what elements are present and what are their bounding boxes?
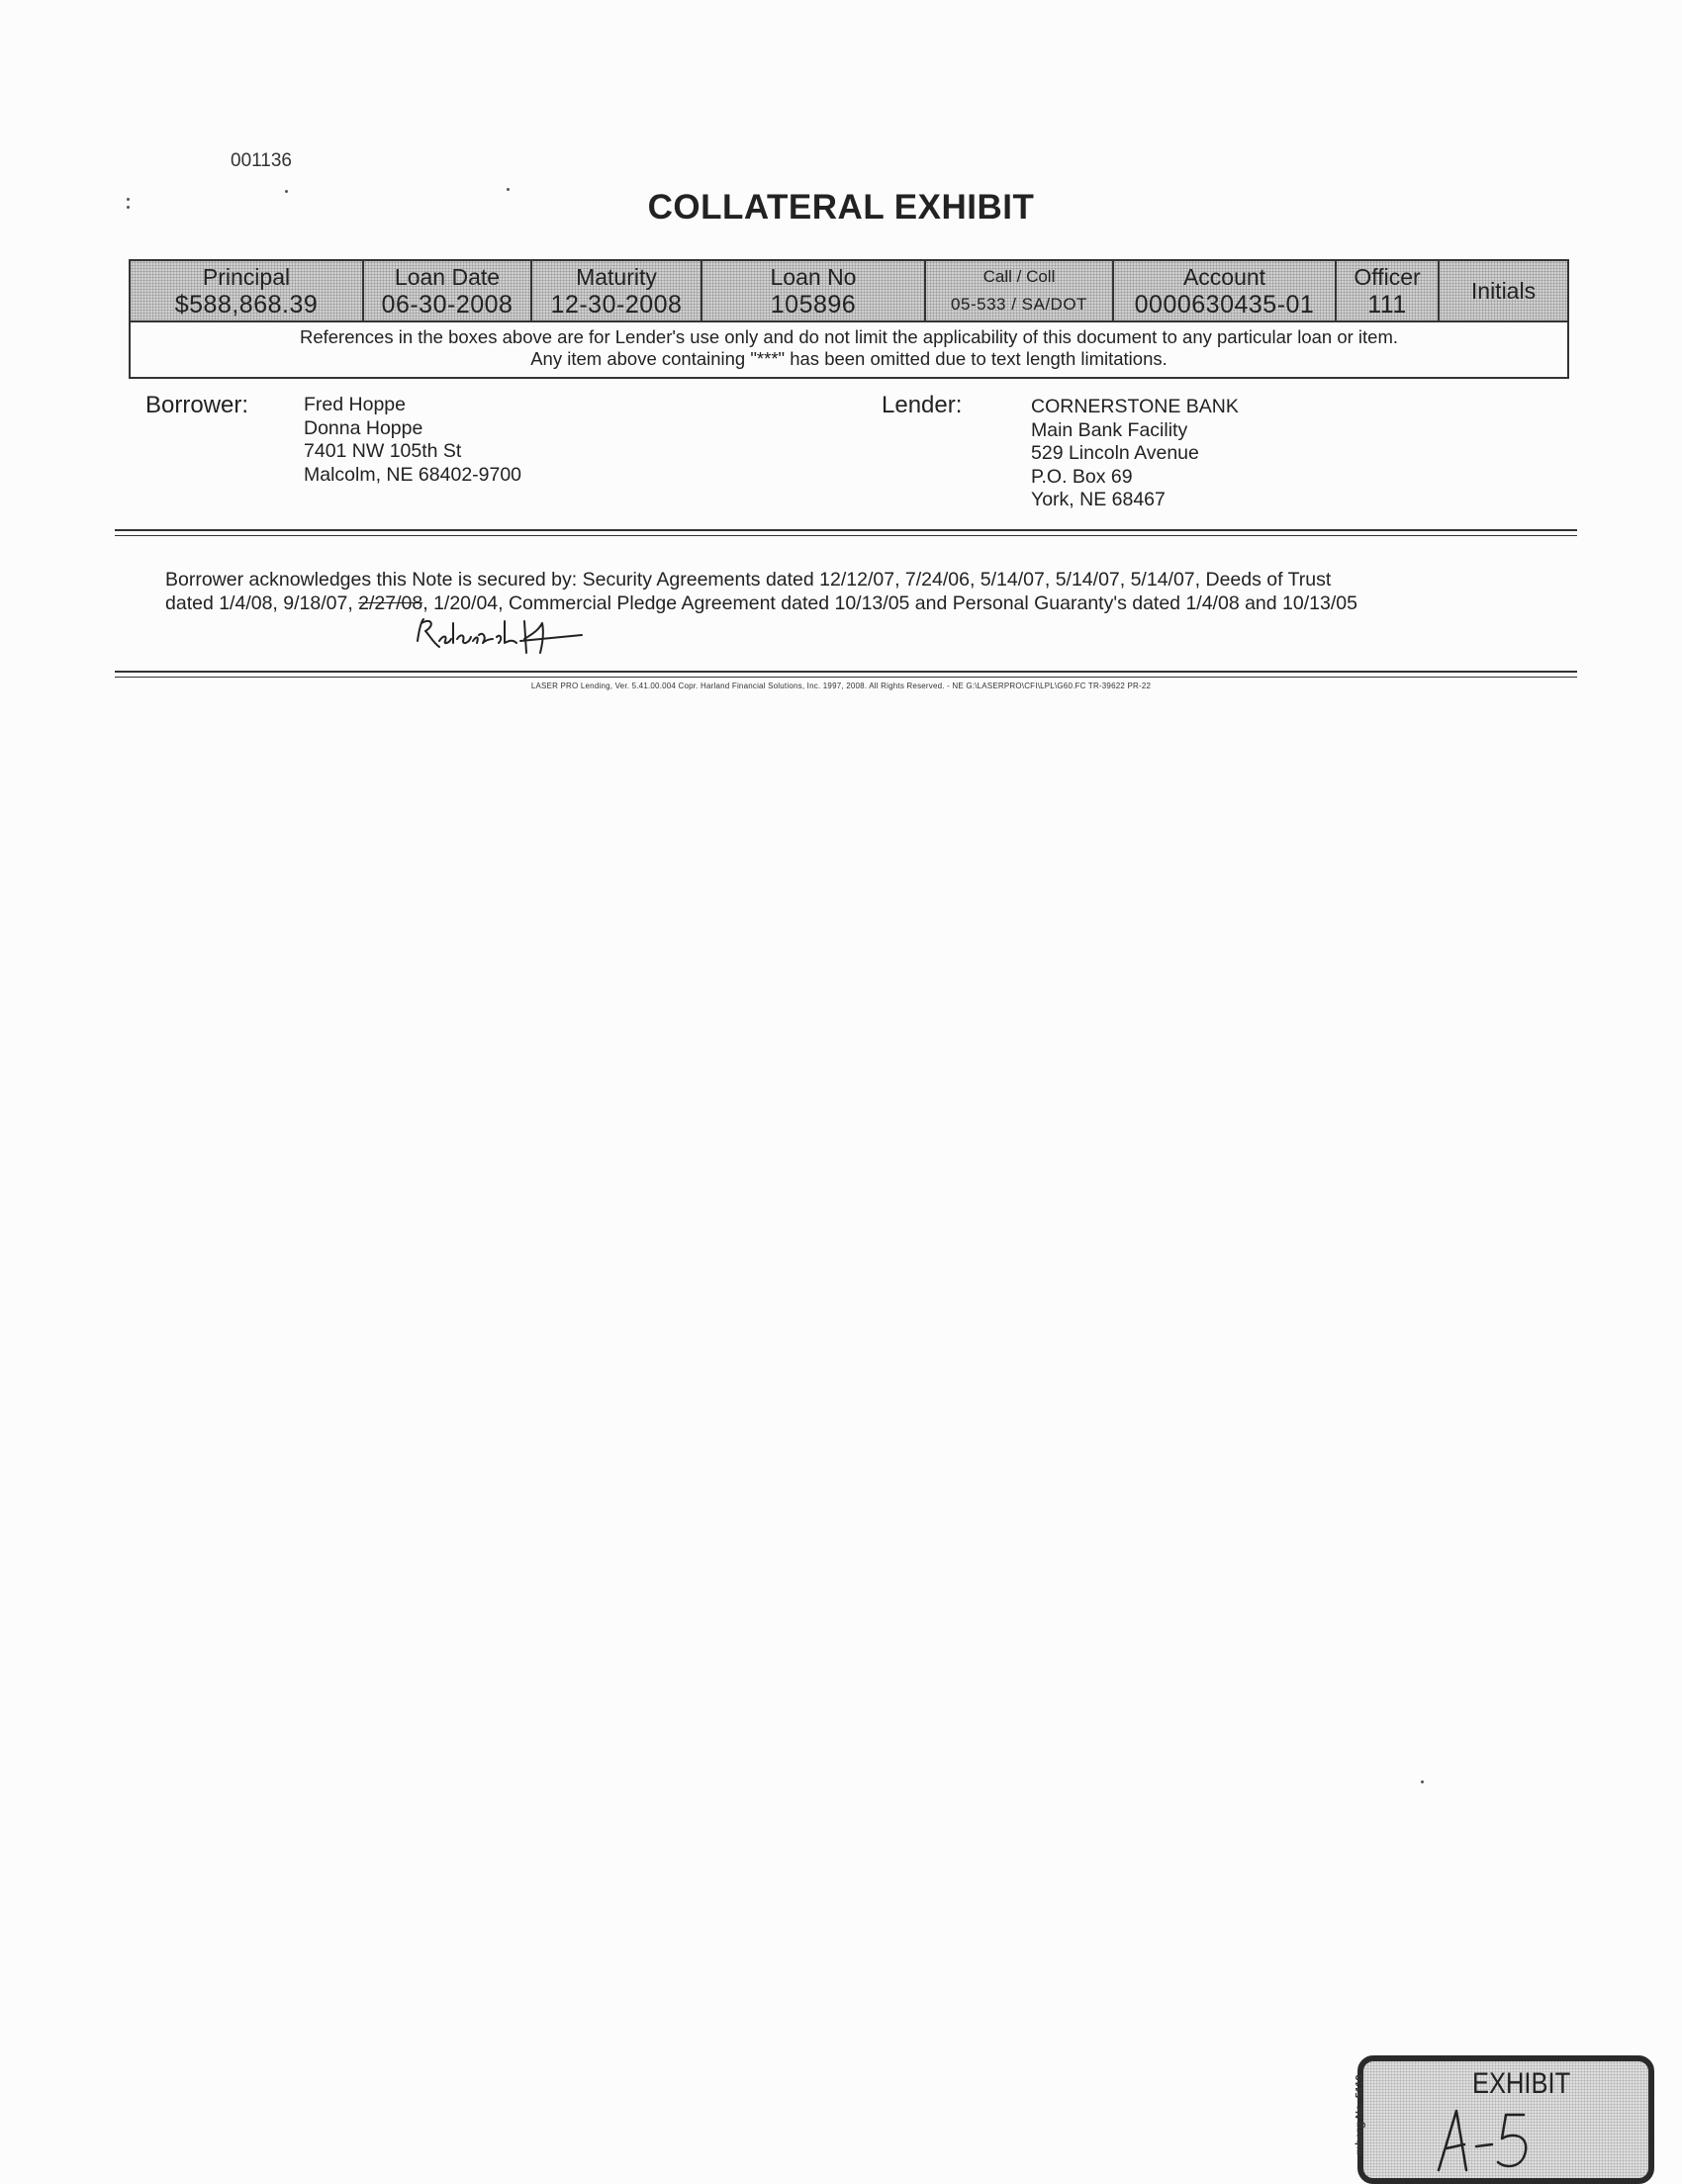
grid-value: 05-533 / SA/DOT (951, 295, 1087, 314)
exhibit-label: EXHIBIT (1472, 2067, 1571, 2100)
grid-label: Loan Date (394, 264, 501, 290)
borrower-address (304, 394, 521, 487)
divider (115, 677, 1577, 678)
lender-address (1031, 396, 1239, 512)
struck-date: 2/27/08 (358, 592, 423, 614)
scan-speck (1421, 1780, 1424, 1783)
footer-text: LASER PRO Lending, Ver. 5.41.00.004 Copr. Harland Financial Solutions, Inc. 1997, 2008. All Rights Reserved. - NE G:\LASERPRO\CFI\LPL\G60.FC TR-39622 PR-22 (530, 682, 1152, 690)
grid-cell-maturity (532, 261, 702, 320)
grid-cell-officer (1337, 261, 1440, 320)
grid-cell-principal (131, 261, 364, 320)
document-number: 001136 (231, 150, 292, 171)
handwriting-stroke (1439, 2111, 1526, 2170)
loan-reference-grid (129, 259, 1569, 322)
grid-label: Loan No (770, 264, 857, 290)
address-line: Main Bank Facility (1031, 418, 1188, 441)
scan-speck (507, 188, 510, 191)
acknowledgment-segment: dated 1/4/08, 9/18/07, (165, 592, 359, 614)
grid-label: Officer (1354, 264, 1421, 290)
acknowledgment-line (165, 592, 1550, 616)
address-line: Fred Hoppe (304, 394, 406, 415)
address-line: P.O. Box 69 (1031, 465, 1133, 488)
grid-value: $588,868.39 (174, 291, 319, 318)
handwritten-exhibit-number (1433, 2101, 1561, 2180)
acknowledgment-line: Borrower acknowledges this Note is secured by: Security Agreements dated 12/12/07, 7/24/06, 5/14/07, 5/14/07, 5/14/07, Deeds of Trust (165, 569, 1332, 591)
address-line: 529 Lincoln Avenue (1031, 442, 1199, 464)
exhibit-sticker (1354, 2055, 1654, 2184)
handwriting-stroke (418, 619, 582, 653)
grid-value: 06-30-2008 (381, 291, 514, 318)
page-title: COLLATERAL EXHIBIT (647, 188, 1035, 227)
grid-label: Call / Coll (982, 267, 1056, 286)
grid-value: 111 (1367, 291, 1407, 318)
grid-value: 0000630435-01 (1134, 291, 1315, 318)
grid-cell-call-coll (926, 261, 1114, 320)
address-line: York, NE 68467 (1031, 489, 1166, 510)
handwritten-released-note (414, 613, 592, 658)
grid-cell-loan-no (702, 261, 926, 320)
grid-label: Maturity (576, 264, 657, 290)
sticker-vendor-text: mberg No. 5119 (1354, 2074, 1366, 2155)
lender-label: Lender: (882, 392, 963, 418)
address-line: CORNERSTONE BANK (1031, 396, 1239, 417)
grid-value: 12-30-2008 (550, 291, 683, 318)
address-line: 7401 NW 105th St (304, 440, 462, 462)
grid-label: Principal (202, 264, 291, 290)
acknowledgment-text (165, 569, 1550, 615)
divider (115, 529, 1577, 531)
disclaimer-box (129, 322, 1569, 379)
grid-label: Initials (1470, 278, 1537, 304)
grid-value: 105896 (770, 291, 857, 318)
acknowledgment-segment: , 1/20/04, Commercial Pledge Agreement dated 10/13/05 and Personal Guaranty's dated 1/4/08 and 10/13/05 (422, 592, 1357, 614)
address-line: Malcolm, NE 68402-9700 (304, 463, 522, 486)
disclaimer-line: Any item above containing "***" has been omitted due to text length limitations. (530, 348, 1168, 369)
borrower-label: Borrower: (145, 392, 249, 418)
grid-cell-initials (1440, 261, 1567, 320)
disclaimer-line: References in the boxes above are for Lender's use only and do not limit the applicability of this document to any particular loan or item. (299, 326, 1399, 347)
grid-label: Account (1182, 264, 1266, 290)
scan-speck (127, 206, 130, 209)
grid-cell-loan-date (364, 261, 532, 320)
divider (115, 535, 1577, 536)
address-line: Donna Hoppe (304, 416, 423, 439)
scan-speck (127, 198, 130, 201)
scan-speck (285, 190, 288, 193)
grid-cell-account (1114, 261, 1337, 320)
divider (115, 671, 1577, 673)
